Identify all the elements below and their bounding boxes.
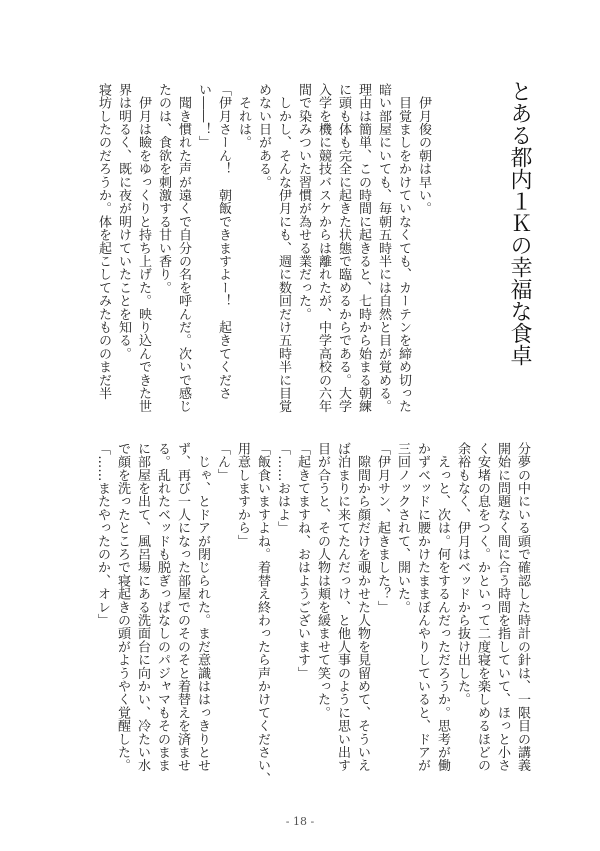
text-line: 「ん」 — [215, 442, 230, 482]
text-line: に頭も体も完全に起きた状態で臨めるからである。大学 — [336, 83, 351, 413]
text-line: 分夢の中にいる頭で確認した時計の針は、一限目の講義 — [515, 442, 530, 772]
text-line: 余裕もなく、伊月はベッドから抜け出した。 — [455, 442, 470, 706]
text-line: 「起きてますね、おはようございます」 — [295, 442, 310, 680]
text-line: かずベッドに腰かけたままぼんやりしていると、ドアが — [415, 442, 430, 772]
page-number: - 18 - — [285, 815, 315, 828]
text-line: で顔を洗ったところで寝起きの頭がようやく覚醒した。 — [115, 442, 130, 772]
text-line: 間で染みついた習慣が為せる業だった。 — [296, 83, 311, 321]
text-line: 目覚ましをかけていなくても、カーテンを締め切った — [396, 83, 411, 413]
text-line: 三回ノックされて、開いた。 — [395, 442, 410, 614]
text-line: ば泊まりに来てたんだっけ、と他人事のように思い出す — [335, 442, 350, 772]
text-line: しかし、そんな伊月にも、週に数回だけ五時半に目覚 — [276, 83, 291, 413]
story-title: とある都内１Ｋの幸福な食卓 — [507, 80, 532, 366]
text-line: じゃ、とドアが閉じられた。まだ意識ははっきりとせ — [195, 442, 210, 772]
text-line: 聞き慣れた声が遠くで自分の名を呼んだ。次いで感じ — [176, 83, 191, 413]
text-line: 伊月俊の朝は早い。 — [416, 83, 431, 215]
text-line: 「伊月さーん！ 朝飯できますよー！ 起きてくださ — [216, 83, 231, 400]
text-line: 「伊月サン、起きました？」 — [375, 442, 390, 614]
text-line: 界は明るく、既に夜が明けていたことを知る。 — [116, 83, 131, 361]
text-line: 「飯食いますよね。着替え終わったら声かけてください、 — [255, 442, 270, 786]
text-line: い――！」 — [196, 83, 211, 149]
text-line: 暗い部屋にいても、毎朝五時半には自然と目が覚める。 — [376, 83, 391, 413]
text-line: 「……おはよ」 — [275, 442, 290, 535]
text-line: 寝坊したのだろうか。体を起こしてみたもののまだ半 — [96, 83, 111, 400]
text-line: たのは、食欲を刺激する甘い香り。 — [156, 83, 171, 295]
text-line: に部屋を出て、風呂場にある洗面台に向かい、冷たい水 — [135, 442, 150, 772]
text-line: く安堵の息をつく。かといって二度寝を楽しめるほどの — [475, 442, 490, 772]
text-line: 入学を機に競技バスケからは離れたが、中学高校の六年 — [316, 83, 331, 413]
text-line: る。乱れたベッドも脱ぎっぱなしのパジャマもそのまま — [155, 442, 170, 772]
text-line: 「……またやったのか、オレ」 — [95, 442, 110, 627]
text-line: 理由は簡単、この時間に起きると、七時から始まる朝練 — [356, 83, 371, 413]
text-line: 用意しますから」 — [235, 442, 250, 548]
text-line: えっと、次は。何をするんだっただろうか。思考が働 — [435, 442, 450, 772]
text-line: 伊月は瞼をゆっくりと持ち上げた。映り込んできた世 — [136, 83, 151, 413]
text-line: 隙間から顔だけを覗かせた人物を見留めて、そういえ — [355, 442, 370, 772]
text-line: 開始に問題なく間に合う時間を指していて、ほっと小さ — [495, 442, 510, 772]
text-line: ず、再び一人になった部屋でのそのそと着替えを済ませ — [175, 442, 190, 772]
text-line: 目が合うと、その人物は頬を緩ませて笑った。 — [315, 442, 330, 720]
body-text-lower-tier — [92, 442, 532, 786]
text-line: めない日がある。 — [256, 83, 271, 189]
text-line: それは。 — [236, 83, 251, 149]
body-text-upper-tier — [93, 83, 433, 413]
